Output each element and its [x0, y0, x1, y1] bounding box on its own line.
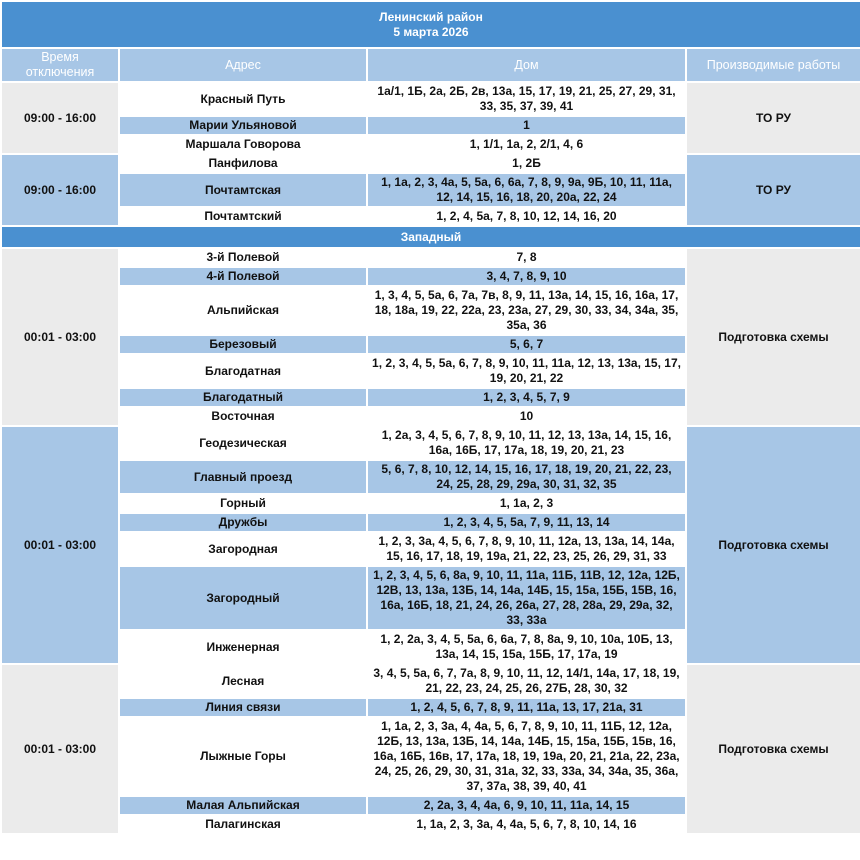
house-cell: 1, 1а, 2, 3, 3а, 4, 4а, 5, 6, 7, 8, 10, 14, 16: [367, 815, 686, 834]
table-row: [1, 82, 860, 116]
house-cell: 1, 3, 4, 5, 5а, 6, 7а, 7в, 8, 9, 11, 13а, 14, 15, 16, 16а, 17, 18, 18а, 19, 22, 22а, 23, 23а, 27, 29, 30, 33, 34, 34а, 35, 35а, 36: [367, 286, 686, 335]
house-cell: 1, 2а, 3, 4, 5, 6, 7, 8, 9, 10, 11, 12, 13, 13а, 14, 15, 16, 16а, 16Б, 17, 17а, 18, 19, 20, 21, 23: [367, 426, 686, 460]
street-cell: Линия связи: [119, 698, 367, 717]
house-cell: 1, 2, 4, 5а, 7, 8, 10, 12, 14, 16, 20: [367, 207, 686, 226]
header-work: Производимые работы: [686, 48, 860, 82]
house-cell: 7, 8: [367, 248, 686, 267]
date-title: 5 марта 2026: [393, 24, 469, 39]
house-cell: 3, 4, 5, 5а, 6, 7, 7а, 8, 9, 10, 11, 12, 14/1, 14а, 17, 18, 19, 21, 22, 23, 24, 25, 26, 27Б, 28, 30, 32: [367, 664, 686, 698]
street-cell: Почтамтская: [119, 173, 367, 207]
street-cell: Загородная: [119, 532, 367, 566]
house-cell: 1, 2, 3, 4, 5, 7, 9: [367, 388, 686, 407]
street-cell: Альпийская: [119, 286, 367, 335]
table-row: [1, 664, 860, 698]
street-cell: Загородный: [119, 566, 367, 630]
house-cell: 1, 2, 3, 4, 5, 5а, 7, 9, 11, 13, 14: [367, 513, 686, 532]
work-type: ТО РУ: [686, 82, 860, 154]
house-cell: 1: [367, 116, 686, 135]
street-cell: Марии Ульяновой: [119, 116, 367, 135]
house-cell: 1, 2, 4, 5, 6, 7, 8, 9, 11, 11а, 13, 17, 21а, 31: [367, 698, 686, 717]
table-row: [1, 426, 860, 460]
table-row: [1, 154, 860, 173]
street-cell: Инженерная: [119, 630, 367, 664]
outage-time: 09:00 - 16:00: [1, 154, 119, 226]
district-title: Ленинский район: [379, 9, 483, 24]
house-cell: 1, 1а, 2, 3, 3а, 4, 4а, 5, 6, 7, 8, 9, 10, 11, 11Б, 12, 12а, 12Б, 13, 13а, 13Б, 14, 14а, 14Б, 15, 15а, 15Б, 15в, 16, 16а, 16Б, 16в, 17, 17а, 18, 19, 19а, 20, 21, 21а, 22, 23а, 24, 25, 26, 29, 30, 31, 31а, 32, 33, 33а, 34, 34а, 35, 36а, 37, 37а, 38, 39, 40, 41: [367, 717, 686, 796]
house-cell: 1, 2, 3, 4, 5, 6, 8а, 9, 10, 11, 11а, 11Б, 11В, 12, 12а, 12Б, 12В, 13, 13а, 13Б, 14, 14а, 14Б, 15, 15а, 15Б, 15В, 16, 16а, 16Б, 18, 21, 24, 26, 26а, 27, 28, 28а, 29, 29а, 32, 33, 33а: [367, 566, 686, 630]
house-cell: 1, 2Б: [367, 154, 686, 173]
table-title: [1, 1, 860, 48]
house-cell: 1, 2, 3, 3а, 4, 5, 6, 7, 8, 9, 10, 11, 12а, 13, 13а, 14, 14а, 15, 16, 17, 18, 19, 19а, 21, 22, 23, 25, 26, 29, 31, 33: [367, 532, 686, 566]
street-cell: 3-й Полевой: [119, 248, 367, 267]
section-west: Западный: [1, 226, 860, 248]
street-cell: Лесная: [119, 664, 367, 698]
outage-time: 00:01 - 03:00: [1, 664, 119, 834]
street-cell: Благодатный: [119, 388, 367, 407]
house-cell: 1, 2, 2а, 3, 4, 5, 5а, 6, 6а, 7, 8, 8а, 9, 10, 10а, 10Б, 13, 13а, 14, 15, 15а, 15Б, 17, 17а, 19: [367, 630, 686, 664]
street-cell: Панфилова: [119, 154, 367, 173]
street-cell: Благодатная: [119, 354, 367, 388]
street-cell: Красный Путь: [119, 82, 367, 116]
outage-time: 00:01 - 03:00: [1, 426, 119, 664]
house-cell: 1, 1а, 2, 3, 4а, 5, 5а, 6, 6а, 7, 8, 9, 9а, 9Б, 10, 11, 11а, 12, 14, 15, 16, 18, 20, 20а, 22, 24: [367, 173, 686, 207]
house-cell: 1, 1а, 2, 3: [367, 494, 686, 513]
work-type: Подготовка схемы: [686, 426, 860, 664]
outage-time: 00:01 - 03:00: [1, 248, 119, 426]
street-cell: Палагинская: [119, 815, 367, 834]
house-cell: 1, 1/1, 1а, 2, 2/1, 4, 6: [367, 135, 686, 154]
street-cell: Дружбы: [119, 513, 367, 532]
street-cell: Главный проезд: [119, 460, 367, 494]
street-cell: Горный: [119, 494, 367, 513]
house-cell: 1а/1, 1Б, 2а, 2Б, 2в, 13а, 15, 17, 19, 21, 25, 27, 29, 31, 33, 35, 37, 39, 41: [367, 82, 686, 116]
street-cell: Маршала Говорова: [119, 135, 367, 154]
header-row: [1, 48, 860, 82]
house-cell: 5, 6, 7, 8, 10, 12, 14, 15, 16, 17, 18, 19, 20, 21, 22, 23, 24, 25, 28, 29, 29а, 30, 31, 32, 35: [367, 460, 686, 494]
header-street: Адрес: [119, 48, 367, 82]
street-cell: Почтамтский: [119, 207, 367, 226]
header-time: Время отключения: [1, 48, 119, 82]
street-cell: Геодезическая: [119, 426, 367, 460]
outage-time: 09:00 - 16:00: [1, 82, 119, 154]
street-cell: Березовый: [119, 335, 367, 354]
work-type: Подготовка схемы: [686, 248, 860, 426]
house-cell: 2, 2а, 3, 4, 4а, 6, 9, 10, 11, 11а, 14, 15: [367, 796, 686, 815]
work-type: Подготовка схемы: [686, 664, 860, 834]
header-house: Дом: [367, 48, 686, 82]
house-cell: 5, 6, 7: [367, 335, 686, 354]
street-cell: Лыжные Горы: [119, 717, 367, 796]
house-cell: 10: [367, 407, 686, 426]
table-row: [1, 248, 860, 267]
street-cell: Восточная: [119, 407, 367, 426]
work-type: ТО РУ: [686, 154, 860, 226]
house-cell: 3, 4, 7, 8, 9, 10: [367, 267, 686, 286]
street-cell: 4-й Полевой: [119, 267, 367, 286]
house-cell: 1, 2, 3, 4, 5, 5а, 6, 7, 8, 9, 10, 11, 11а, 12, 13, 13а, 15, 17, 19, 20, 21, 22: [367, 354, 686, 388]
street-cell: Малая Альпийская: [119, 796, 367, 815]
